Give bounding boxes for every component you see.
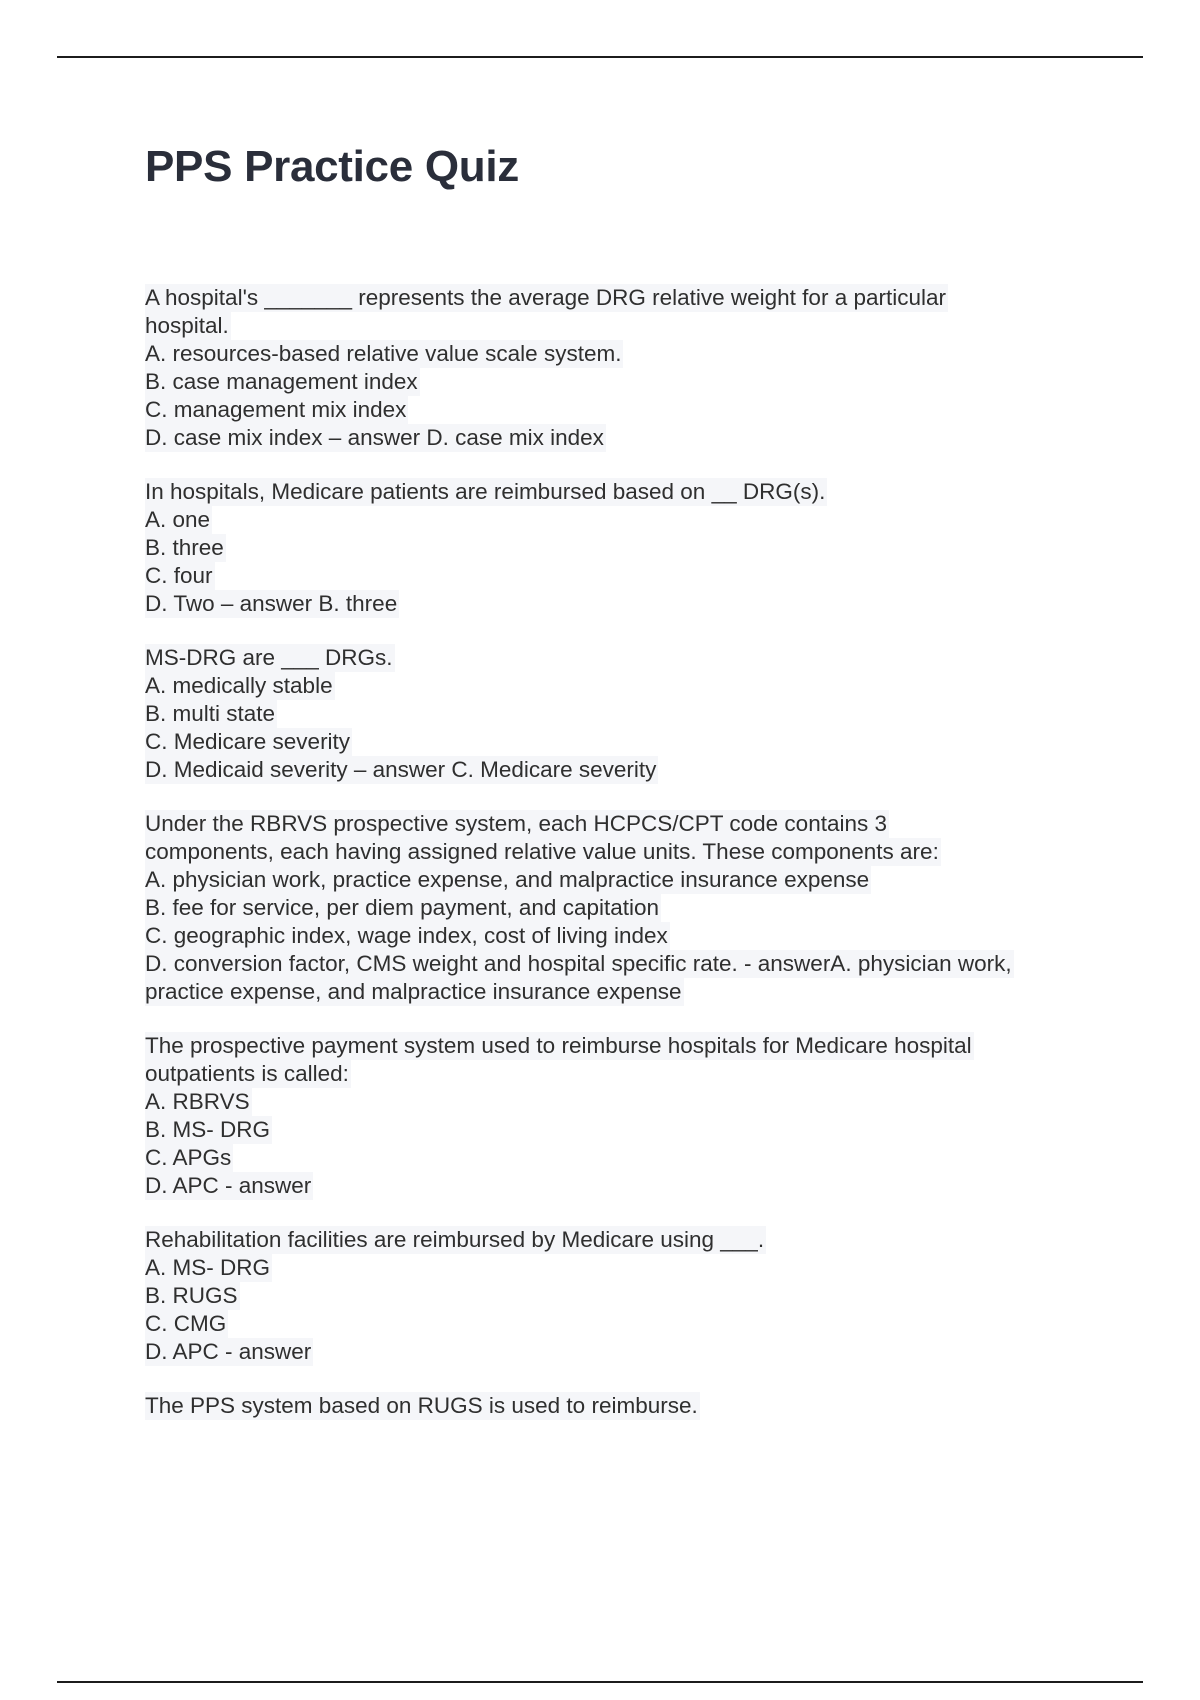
question-text: hospital.: [145, 313, 229, 338]
question-block: [145, 1032, 1085, 1200]
answer-option: A. one: [145, 507, 211, 532]
answer-option: B. fee for service, per diem payment, and capitation: [145, 895, 660, 920]
question-text: Under the RBRVS prospective system, each HCPCS/CPT code contains 3: [145, 811, 888, 836]
answer-option: C. CMG: [145, 1311, 227, 1336]
answer-option: A. resources-based relative value scale system.: [145, 341, 622, 366]
answer-option: D. Two – answer B. three: [145, 591, 398, 616]
question-text: The prospective payment system used to reimburse hospitals for Medicare hospital: [145, 1033, 972, 1058]
answer-option: C. four: [145, 563, 213, 588]
answer-option: C. geographic index, wage index, cost of living index: [145, 923, 668, 948]
answer-option: A. physician work, practice expense, and malpractice insurance expense: [145, 867, 870, 892]
answer-option: A. MS- DRG: [145, 1255, 271, 1280]
answer-option: B. RUGS: [145, 1283, 238, 1308]
question-block: [145, 1226, 1085, 1366]
answer-option: C. APGs: [145, 1145, 232, 1170]
question-text: Rehabilitation facilities are reimbursed by Medicare using ___.: [145, 1227, 765, 1252]
question-text: components, each having assigned relative value units. These components are:: [145, 839, 939, 864]
answer-option: D. case mix index – answer D. case mix index: [145, 425, 604, 450]
question-text: outpatients is called:: [145, 1061, 349, 1086]
answer-option: C. management mix index: [145, 397, 407, 422]
bottom-rule: [57, 1681, 1143, 1683]
question-block: [145, 810, 1085, 1006]
question-text: In hospitals, Medicare patients are reimbursed based on __ DRG(s).: [145, 479, 826, 504]
question-text: A hospital's _______ represents the average DRG relative weight for a particular: [145, 285, 946, 310]
answer-option: B. three: [145, 535, 224, 560]
question-block: [145, 284, 1085, 452]
answer-option: B. MS- DRG: [145, 1117, 271, 1142]
question-text: The PPS system based on RUGS is used to reimburse.: [145, 1393, 698, 1418]
question-text: MS-DRG are ___ DRGs.: [145, 645, 393, 670]
answer-option: D. Medicaid severity – answer C. Medicare severity: [145, 757, 657, 782]
answer-option: B. case management index: [145, 369, 418, 394]
page-title: PPS Practice Quiz: [145, 142, 519, 191]
answer-option: A. medically stable: [145, 673, 333, 698]
answer-option: A. RBRVS: [145, 1089, 250, 1114]
answer-option: D. APC - answer: [145, 1339, 312, 1364]
top-rule: [57, 56, 1143, 58]
answer-option: practice expense, and malpractice insurance expense: [145, 979, 682, 1004]
answer-option: D. conversion factor, CMS weight and hospital specific rate. - answerA. physician work,: [145, 951, 1012, 976]
answer-option: D. APC - answer: [145, 1173, 312, 1198]
question-block: [145, 1392, 1085, 1420]
question-block: [145, 644, 1085, 784]
answer-option: B. multi state: [145, 701, 276, 726]
answer-option: C. Medicare severity: [145, 729, 351, 754]
quiz-content: [145, 284, 1085, 1446]
question-block: [145, 478, 1085, 618]
